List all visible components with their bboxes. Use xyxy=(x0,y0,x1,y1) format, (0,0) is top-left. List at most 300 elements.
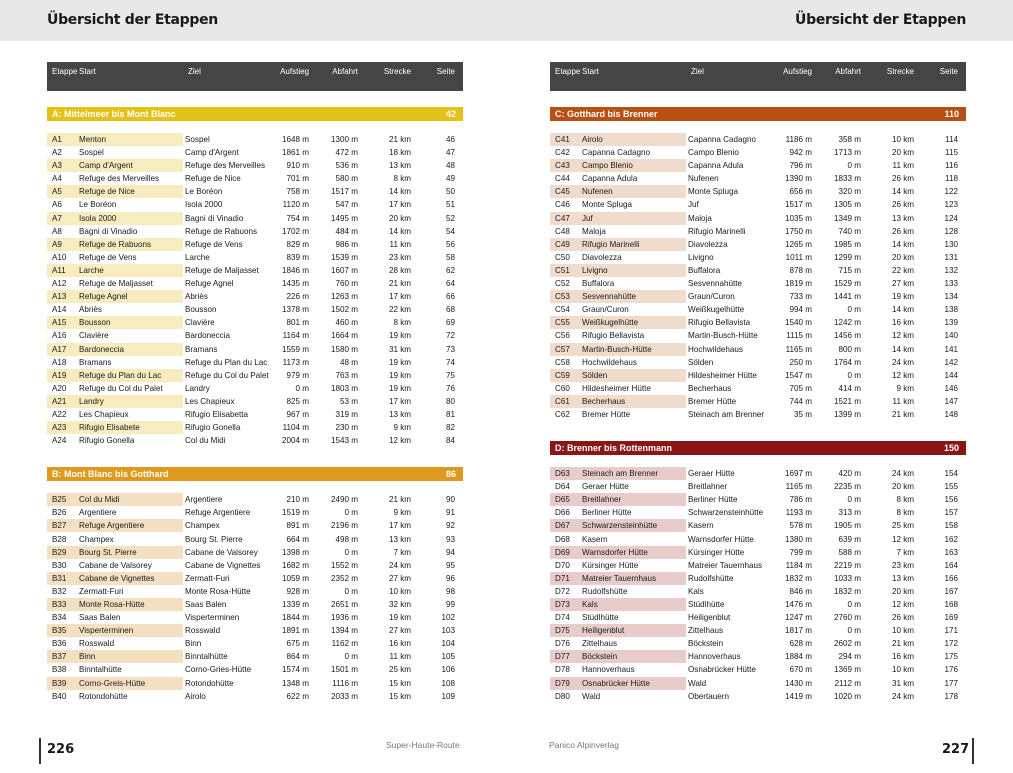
cell-ziel: Abriès xyxy=(185,292,208,302)
cell-start: Refuge du Plan du Lac xyxy=(79,370,162,380)
cell-strecke: 8 km xyxy=(393,318,411,328)
cell-etappe: B40 xyxy=(52,691,67,701)
cell-etappe: D70 xyxy=(555,560,570,570)
cell-etappe: A10 xyxy=(52,252,67,262)
cell-seite: 134 xyxy=(944,292,958,302)
cell-seite: 91 xyxy=(445,508,455,518)
cell-strecke: 12 km xyxy=(891,600,914,609)
cell-aufstieg: 846 m xyxy=(789,586,812,596)
cell-aufstieg: 1861 m xyxy=(282,148,309,158)
cell-aufstieg: 786 m xyxy=(789,495,812,505)
cell-abfahrt: 1033 m xyxy=(834,573,861,583)
cell-strecke: 31 km xyxy=(891,678,914,688)
section-block xyxy=(550,441,966,703)
cell-start: Diavolezza xyxy=(582,252,622,262)
cell-aufstieg: 1390 m xyxy=(785,174,812,184)
table-row xyxy=(47,519,463,532)
cell-ziel: Bagni di Vinadio xyxy=(185,213,244,223)
cell-etappe: D74 xyxy=(555,613,570,623)
cell-etappe: A22 xyxy=(52,409,67,419)
section-name: B: Mont Blanc bis Gotthard xyxy=(52,469,169,480)
cell-aufstieg: 967 m xyxy=(286,409,309,419)
cell-ziel: Maloja xyxy=(688,213,712,223)
cell-etappe: B31 xyxy=(52,573,67,583)
table-row xyxy=(550,533,966,546)
cell-abfahrt: 0 m xyxy=(344,652,358,662)
cell-strecke: 23 km xyxy=(388,252,411,262)
cell-aufstieg: 910 m xyxy=(286,161,309,171)
cell-etappe: B29 xyxy=(52,547,67,557)
cell-abfahrt: 1529 m xyxy=(834,279,861,289)
cell-abfahrt: 588 m xyxy=(838,547,861,557)
cell-aufstieg: 1380 m xyxy=(785,534,812,544)
cell-seite: 48 xyxy=(445,161,455,171)
cell-seite: 124 xyxy=(944,213,958,223)
section-name: D: Brenner bis Rottenmann xyxy=(555,443,673,454)
cell-start: Martin-Busch-Hütte xyxy=(582,344,652,354)
cell-strecke: 14 km xyxy=(388,187,411,197)
cell-start: Refuge du Col du Palet xyxy=(79,383,163,393)
cell-abfahrt: 1985 m xyxy=(834,239,861,249)
cell-start: Landry xyxy=(79,396,104,406)
table-row xyxy=(47,185,463,198)
cell-ziel: Champex xyxy=(185,521,220,531)
cell-strecke: 25 km xyxy=(388,665,411,675)
cell-etappe: A15 xyxy=(52,318,67,328)
table-row xyxy=(47,303,463,316)
table-row xyxy=(550,690,966,703)
table-row xyxy=(550,519,966,532)
cell-start: Abriès xyxy=(79,305,102,315)
cell-start: Refuge des Merveilles xyxy=(79,174,160,184)
cell-ziel: Airolo xyxy=(185,691,206,701)
cell-ziel: Sospel xyxy=(185,135,210,144)
row-stripe xyxy=(550,133,686,146)
cell-ziel: Isola 2000 xyxy=(185,200,223,210)
cell-aufstieg: 226 m xyxy=(286,292,309,302)
cell-strecke: 13 km xyxy=(388,409,411,419)
cell-aufstieg: 891 m xyxy=(286,521,309,531)
cell-seite: 76 xyxy=(445,383,455,393)
cell-start: Rifugio Gonella xyxy=(79,436,135,446)
cell-seite: 69 xyxy=(445,318,455,328)
page-number-left: 226 xyxy=(47,742,75,757)
table-row xyxy=(550,146,966,159)
cell-etappe: B27 xyxy=(52,521,67,531)
cell-seite: 58 xyxy=(445,252,455,262)
cell-aufstieg: 1540 m xyxy=(785,318,812,328)
cell-abfahrt: 2602 m xyxy=(834,639,861,649)
cell-ziel: Col du Midi xyxy=(185,436,226,446)
cell-aufstieg: 1844 m xyxy=(282,613,309,623)
table-row xyxy=(550,559,966,572)
col-etappe: Etappe xyxy=(555,67,581,76)
cell-abfahrt: 1580 m xyxy=(331,344,358,354)
cell-seite: 66 xyxy=(445,292,455,302)
cell-aufstieg: 1247 m xyxy=(785,613,812,623)
cell-strecke: 9 km xyxy=(393,508,411,518)
footer-book-title: Super-Haute-Route xyxy=(386,740,460,750)
cell-strecke: 14 km xyxy=(388,226,411,236)
footer-publisher: Panico Alpinverlag xyxy=(549,740,619,750)
cell-abfahrt: 547 m xyxy=(335,200,358,210)
cell-aufstieg: 1120 m xyxy=(282,200,309,210)
table-row xyxy=(47,264,463,277)
cell-seite: 102 xyxy=(441,613,455,623)
table-row xyxy=(47,677,463,690)
table-row xyxy=(550,611,966,624)
cell-seite: 103 xyxy=(441,626,455,636)
cell-seite: 104 xyxy=(441,639,455,649)
section-page: 110 xyxy=(944,109,959,119)
cell-seite: 56 xyxy=(445,239,455,249)
cell-strecke: 17 km xyxy=(388,396,411,406)
cell-start: Refuge Argentiere xyxy=(79,521,145,531)
cell-start: Böckstein xyxy=(582,652,618,662)
table-row xyxy=(47,585,463,598)
cell-start: Weißkugelhütte xyxy=(582,318,639,328)
table-row xyxy=(47,546,463,559)
cell-ziel: Larche xyxy=(185,252,210,262)
cell-etappe: D76 xyxy=(555,639,570,649)
cell-ziel: Zittelhaus xyxy=(688,626,724,636)
cell-strecke: 11 km xyxy=(892,396,914,406)
cell-seite: 131 xyxy=(944,252,958,262)
cell-aufstieg: 1702 m xyxy=(282,226,309,236)
cell-seite: 46 xyxy=(445,135,455,144)
cell-ziel: Le Boréon xyxy=(185,187,223,197)
cell-seite: 175 xyxy=(944,652,958,662)
table-row xyxy=(47,663,463,676)
cell-ziel: Campo Blenio xyxy=(688,148,739,158)
cell-etappe: C43 xyxy=(555,161,570,171)
cell-abfahrt: 230 m xyxy=(335,423,358,433)
cell-strecke: 22 km xyxy=(388,305,411,315)
table-row xyxy=(47,329,463,342)
cell-abfahrt: 2651 m xyxy=(331,600,358,609)
cell-etappe: A2 xyxy=(52,148,62,158)
footer-divider-left xyxy=(39,738,41,764)
cell-seite: 138 xyxy=(944,305,958,315)
cell-abfahrt: 319 m xyxy=(335,409,358,419)
table-row xyxy=(47,343,463,356)
cell-etappe: C62 xyxy=(555,409,570,419)
cell-seite: 169 xyxy=(944,613,958,623)
cell-strecke: 18 km xyxy=(388,148,411,158)
cell-start: Kals xyxy=(582,600,598,609)
cell-ziel: Les Chapieux xyxy=(185,396,235,406)
cell-etappe: A1 xyxy=(52,135,62,144)
table-row xyxy=(550,572,966,585)
cell-seite: 178 xyxy=(944,691,958,701)
cell-etappe: D65 xyxy=(555,495,570,505)
cell-start: Buffalora xyxy=(582,279,615,289)
table-row xyxy=(550,408,966,421)
cell-abfahrt: 1764 m xyxy=(834,357,861,367)
col-strecke: Strecke xyxy=(383,67,411,76)
cell-seite: 84 xyxy=(445,436,455,446)
cell-strecke: 19 km xyxy=(388,370,411,380)
cell-start: Visperterminen xyxy=(79,626,134,636)
table-row xyxy=(550,277,966,290)
cell-strecke: 13 km xyxy=(891,213,914,223)
cell-strecke: 12 km xyxy=(388,436,411,446)
cell-strecke: 21 km xyxy=(388,495,411,505)
table-row xyxy=(550,343,966,356)
cell-strecke: 14 km xyxy=(891,187,914,197)
cell-start: Rotondohütte xyxy=(79,691,128,701)
cell-ziel: Rifugio Bellavista xyxy=(688,318,751,328)
table-row xyxy=(550,663,966,676)
section-block xyxy=(47,107,463,447)
col-abfahrt: Abfahrt xyxy=(835,67,861,76)
cell-seite: 50 xyxy=(445,187,455,197)
table-row xyxy=(550,382,966,395)
table-row xyxy=(47,369,463,382)
cell-abfahrt: 800 m xyxy=(838,344,861,354)
cell-abfahrt: 0 m xyxy=(344,547,358,557)
cell-etappe: A13 xyxy=(52,292,67,302)
cell-abfahrt: 1394 m xyxy=(331,626,358,636)
cell-etappe: D75 xyxy=(555,626,570,636)
cell-seite: 166 xyxy=(944,573,958,583)
col-start: Start xyxy=(582,67,599,76)
cell-aufstieg: 1697 m xyxy=(785,469,812,479)
cell-aufstieg: 35 m xyxy=(794,409,812,419)
cell-start: Rifugio Bellavista xyxy=(582,331,645,341)
cell-abfahrt: 1713 m xyxy=(834,148,861,158)
table-row xyxy=(47,277,463,290)
cell-ziel: Schwarzensteinhütte xyxy=(688,508,764,518)
table-row xyxy=(550,238,966,251)
cell-aufstieg: 1011 m xyxy=(785,252,812,262)
table-row xyxy=(550,506,966,519)
cell-start: Nufenen xyxy=(582,187,613,197)
cell-aufstieg: 0 m xyxy=(295,383,309,393)
cell-abfahrt: 1399 m xyxy=(834,409,861,419)
cell-etappe: C56 xyxy=(555,331,570,341)
cell-abfahrt: 2112 m xyxy=(834,678,861,688)
cell-strecke: 17 km xyxy=(388,292,411,302)
cell-aufstieg: 1547 m xyxy=(785,370,812,380)
cell-start: Airolo xyxy=(582,135,603,144)
cell-ziel: Böckstein xyxy=(688,639,724,649)
cell-aufstieg: 758 m xyxy=(286,187,309,197)
cell-ziel: Zermatt-Furi xyxy=(185,573,230,583)
cell-abfahrt: 0 m xyxy=(847,305,861,315)
cell-etappe: D63 xyxy=(555,469,570,479)
cell-etappe: C54 xyxy=(555,305,570,315)
cell-start: Bourg St. Pierre xyxy=(79,547,137,557)
cell-start: Les Chapieux xyxy=(79,409,129,419)
cell-strecke: 20 km xyxy=(891,148,914,158)
cell-ziel: Cabane de Valsorey xyxy=(185,547,258,557)
cell-aufstieg: 994 m xyxy=(789,305,812,315)
col-seite: Seite xyxy=(939,67,958,76)
cell-abfahrt: 1832 m xyxy=(834,586,861,596)
cell-etappe: C60 xyxy=(555,383,570,393)
cell-strecke: 21 km xyxy=(891,639,914,649)
row-stripe xyxy=(47,316,183,329)
cell-start: Champex xyxy=(79,534,114,544)
cell-etappe: B36 xyxy=(52,639,67,649)
cell-abfahrt: 313 m xyxy=(838,508,861,518)
col-ziel: Ziel xyxy=(188,67,201,76)
cell-abfahrt: 1502 m xyxy=(331,305,358,315)
cell-etappe: B25 xyxy=(52,495,67,505)
cell-seite: 171 xyxy=(944,626,958,636)
cell-aufstieg: 1265 m xyxy=(785,239,812,249)
cell-start: Binn xyxy=(79,652,96,662)
cell-ziel: Refuge Agnel xyxy=(185,279,234,289)
cell-etappe: A9 xyxy=(52,239,62,249)
cell-strecke: 16 km xyxy=(388,639,411,649)
cell-strecke: 8 km xyxy=(896,495,914,505)
cell-ziel: Cabane de Vignettes xyxy=(185,560,261,570)
cell-ziel: Binn xyxy=(185,639,202,649)
cell-start: Hildesheimer Hütte xyxy=(582,383,651,393)
cell-aufstieg: 1165 m xyxy=(785,344,812,354)
cell-etappe: B37 xyxy=(52,652,67,662)
cell-ziel: Argentiere xyxy=(185,495,223,505)
cell-start: Cabane de Valsorey xyxy=(79,560,152,570)
cell-ziel: Saas Balen xyxy=(185,600,227,609)
cell-strecke: 24 km xyxy=(891,357,914,367)
cell-etappe: C59 xyxy=(555,370,570,380)
cell-abfahrt: 1116 m xyxy=(332,678,358,688)
cell-abfahrt: 420 m xyxy=(838,469,861,479)
cell-etappe: C50 xyxy=(555,252,570,262)
table-row xyxy=(47,133,463,146)
cell-strecke: 19 km xyxy=(891,292,914,302)
cell-ziel: Clavière xyxy=(185,318,215,328)
cell-ziel: Matreier Tauernhaus xyxy=(688,560,763,570)
cell-etappe: A17 xyxy=(52,344,67,354)
cell-etappe: D73 xyxy=(555,600,570,609)
cell-etappe: A20 xyxy=(52,383,67,393)
cell-strecke: 24 km xyxy=(891,691,914,701)
cell-strecke: 15 km xyxy=(388,678,411,688)
table-row xyxy=(47,493,463,506)
cell-start: Refuge de Maljasset xyxy=(79,279,153,289)
cell-start: Corno-Greis-Hütte xyxy=(79,678,146,688)
cell-start: Bagni di Vinadio xyxy=(79,226,138,236)
cell-start: Bremer Hütte xyxy=(582,409,631,419)
cell-aufstieg: 942 m xyxy=(789,148,812,158)
cell-abfahrt: 460 m xyxy=(335,318,358,328)
table-row xyxy=(47,408,463,421)
cell-abfahrt: 715 m xyxy=(838,265,861,275)
cell-ziel: Rudolfshütte xyxy=(688,573,734,583)
table-row xyxy=(550,225,966,238)
cell-etappe: A8 xyxy=(52,226,62,236)
cell-aufstieg: 1165 m xyxy=(785,482,812,492)
cell-strecke: 10 km xyxy=(891,626,914,636)
cell-strecke: 19 km xyxy=(388,357,411,367)
cell-etappe: C49 xyxy=(555,239,570,249)
table-row xyxy=(47,238,463,251)
cell-ziel: Refuge du Plan du Lac xyxy=(185,357,268,367)
cell-start: Refuge de Nice xyxy=(79,187,135,197)
cell-aufstieg: 664 m xyxy=(286,534,309,544)
cell-ziel: Hildesheimer Hütte xyxy=(688,370,757,380)
cell-aufstieg: 928 m xyxy=(286,586,309,596)
cell-strecke: 21 km xyxy=(388,279,411,289)
cell-ziel: Kürsinger Hütte xyxy=(688,547,745,557)
cell-etappe: D78 xyxy=(555,665,570,675)
cell-ziel: Refuge de Nice xyxy=(185,174,241,184)
cell-etappe: C61 xyxy=(555,396,570,406)
table-row xyxy=(550,159,966,172)
cell-seite: 108 xyxy=(441,678,455,688)
cell-seite: 177 xyxy=(944,678,958,688)
table-row xyxy=(550,264,966,277)
cell-start: Breitlahner xyxy=(582,495,622,505)
cell-start: Saas Balen xyxy=(79,613,121,623)
cell-strecke: 20 km xyxy=(891,482,914,492)
cell-start: Sesvennahütte xyxy=(582,292,637,302)
cell-ziel: Martin-Busch-Hütte xyxy=(688,331,758,341)
table-row xyxy=(550,637,966,650)
cell-aufstieg: 799 m xyxy=(789,547,812,557)
cell-abfahrt: 48 m xyxy=(340,357,358,367)
page-title-right: Übersicht der Etappen xyxy=(795,12,966,28)
cell-strecke: 11 km xyxy=(389,652,411,662)
cell-aufstieg: 1574 m xyxy=(282,665,309,675)
cell-start: Heiligenblut xyxy=(582,626,625,636)
cell-etappe: C58 xyxy=(555,357,570,367)
cell-abfahrt: 1833 m xyxy=(834,174,861,184)
cell-start: Argentiere xyxy=(79,508,117,518)
cell-abfahrt: 498 m xyxy=(335,534,358,544)
cell-strecke: 9 km xyxy=(393,423,411,433)
cell-abfahrt: 639 m xyxy=(838,534,861,544)
cell-seite: 51 xyxy=(445,200,455,210)
cell-etappe: D72 xyxy=(555,586,570,596)
cell-aufstieg: 839 m xyxy=(286,252,309,262)
row-stripe xyxy=(550,369,686,382)
cell-strecke: 19 km xyxy=(388,331,411,341)
cell-start: Cabane de Vignettes xyxy=(79,573,155,583)
table-row xyxy=(47,559,463,572)
cell-abfahrt: 1242 m xyxy=(834,318,861,328)
cell-aufstieg: 1115 m xyxy=(786,331,812,341)
cell-strecke: 26 km xyxy=(891,174,914,184)
table-row xyxy=(47,225,463,238)
table-row xyxy=(47,533,463,546)
cell-ziel: Refuge de Maljasset xyxy=(185,265,259,275)
cell-abfahrt: 1552 m xyxy=(331,560,358,570)
cell-strecke: 11 km xyxy=(892,161,914,171)
cell-etappe: B30 xyxy=(52,560,67,570)
cell-ziel: Hannoverhaus xyxy=(688,652,741,662)
table-row xyxy=(47,212,463,225)
cell-abfahrt: 2196 m xyxy=(331,521,358,531)
cell-strecke: 17 km xyxy=(388,521,411,531)
table-row xyxy=(550,172,966,185)
cell-seite: 115 xyxy=(945,148,958,158)
cell-strecke: 15 km xyxy=(388,691,411,701)
cell-start: Warnsdorfer Hütte xyxy=(582,547,648,557)
cell-seite: 118 xyxy=(945,174,958,184)
cell-seite: 105 xyxy=(441,652,455,662)
cell-start: Menton xyxy=(79,135,106,144)
cell-abfahrt: 1501 m xyxy=(331,665,358,675)
cell-ziel: Osnabrücker Hütte xyxy=(688,665,756,675)
cell-aufstieg: 578 m xyxy=(789,521,812,531)
cell-strecke: 14 km xyxy=(891,344,914,354)
cell-strecke: 13 km xyxy=(388,534,411,544)
